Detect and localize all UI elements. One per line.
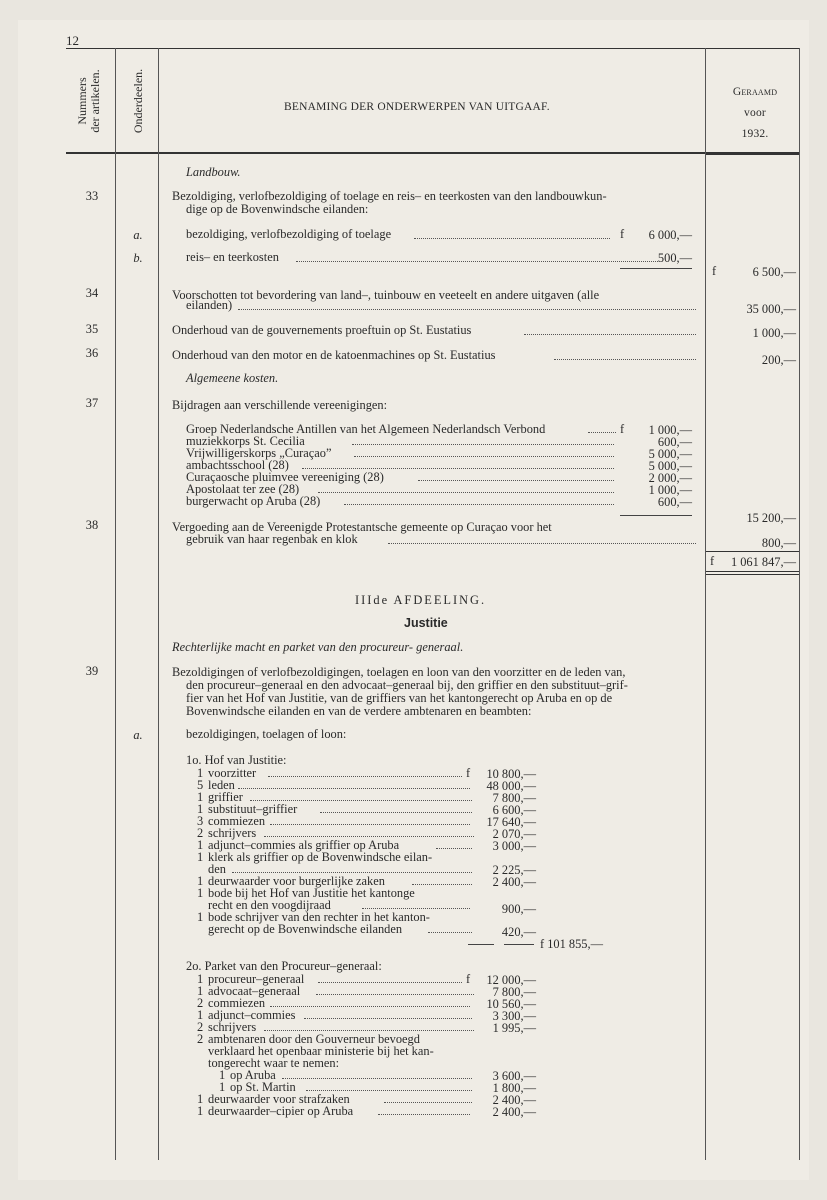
column-divider: [799, 48, 800, 1160]
subtotal-amount: f 101 855,—: [540, 937, 603, 951]
leader-dots: [318, 492, 614, 493]
division-subtitle: Justitie: [404, 616, 448, 630]
leader-dots: [304, 1018, 472, 1019]
count: 3: [197, 814, 204, 828]
leader-dots: [282, 1078, 472, 1079]
currency-f: f: [466, 766, 471, 780]
leader-dots: [270, 824, 470, 825]
total-amount: 1 000,—: [752, 326, 796, 340]
amount: 10 800,—: [486, 767, 536, 781]
article-number: 37: [85, 396, 99, 410]
total-amount: 200,—: [761, 353, 796, 367]
column-divider: [115, 48, 116, 1160]
amount: 2 225,—: [492, 863, 536, 877]
grand-total-double-rule: [706, 571, 799, 572]
position-label: deurwaarder voor burgerlijke zaken: [208, 874, 385, 888]
subsection-heading: 1o. Hof van Justitie:: [186, 753, 287, 767]
item-text: bezoldiging, verlofbezoldiging of toelage: [186, 227, 392, 241]
article-number: 39: [85, 664, 99, 678]
amount: 900,—: [501, 902, 536, 916]
position-label: verklaard het openbaar ministerie bij het kan-: [208, 1044, 434, 1058]
leader-dots: [588, 432, 616, 433]
position-label: ambtenaren door den Gouverneur bevoegd: [208, 1032, 420, 1046]
leader-dots: [428, 932, 472, 933]
grand-total-amount: 1 061 847,—: [730, 555, 796, 569]
leader-dots: [302, 468, 614, 469]
amount: 10 560,—: [486, 997, 536, 1011]
leader-dots: [354, 456, 614, 457]
leader-dots: [250, 800, 472, 801]
article-number: 35: [85, 322, 99, 336]
amount: 1 995,—: [492, 1021, 536, 1035]
amount: 17 640,—: [486, 815, 536, 829]
leader-dots: [378, 1114, 470, 1115]
currency-f: f: [466, 972, 471, 986]
leader-dots: [268, 776, 462, 777]
article-text: Voorschotten tot bevordering van land–, tuinbouw en veeteelt en andere uitgaven (alle: [172, 288, 600, 302]
count: 1: [197, 874, 204, 888]
header-bottom-rule: [66, 152, 800, 154]
leader-dots: [320, 812, 472, 813]
amount: 7 800,—: [492, 985, 536, 999]
amount: 7 800,—: [492, 791, 536, 805]
count: 1: [197, 838, 204, 852]
section-heading: Rechterlijke macht en parket van den procureur- generaal.: [172, 640, 464, 654]
position-label: advocaat–generaal: [208, 984, 301, 998]
total-amount: 6 500,—: [752, 265, 796, 279]
leader-dots: [296, 261, 658, 262]
amount: 2 400,—: [492, 875, 536, 889]
subtotal-rule: [620, 268, 692, 269]
article-number: 36: [85, 346, 99, 360]
item-letter: a.: [133, 228, 143, 242]
position-label: klerk als griffier op de Bovenwindsche eilan-: [208, 850, 433, 864]
grand-total-rule: [706, 551, 799, 552]
count: 1: [197, 972, 204, 986]
amount: 1 800,—: [492, 1081, 536, 1095]
article-number: 33: [85, 189, 99, 203]
amount: 1 000,—: [648, 423, 692, 437]
subtotal-rule: [504, 944, 534, 945]
position-label: procureur–generaal: [208, 972, 305, 986]
count: 2: [197, 996, 204, 1010]
amount: 6 000,—: [648, 228, 692, 242]
amount: 3 600,—: [492, 1069, 536, 1083]
article-text: Bijdragen aan verschillende vereenigingen:: [172, 398, 388, 412]
count: 1: [197, 802, 204, 816]
leader-dots: [270, 1006, 470, 1007]
amount: 3 300,—: [492, 1009, 536, 1023]
amount: 5 000,—: [648, 459, 692, 473]
amount: 600,—: [657, 435, 692, 449]
amount: 2 000,—: [648, 471, 692, 485]
article-text: dige op de Bovenwindsche eilanden:: [186, 202, 369, 216]
position-label: voorzitter: [208, 766, 257, 780]
count: 1: [219, 1080, 226, 1094]
amount: 420,—: [501, 925, 536, 939]
position-label: deurwaarder–cipier op Aruba: [208, 1104, 354, 1118]
position-label: commiezen: [208, 814, 266, 828]
article-text: fier van het Hof van Justitie, van de griffiers van het kantongerecht op Aruba en op de: [186, 691, 613, 705]
section-heading: Landbouw.: [186, 165, 241, 179]
position-label: deurwaarder voor strafzaken: [208, 1092, 350, 1106]
leader-dots: [388, 543, 696, 544]
list-item-label: Vrijwilligerskorps „Curaçao”: [186, 446, 332, 460]
article-text: Vergoeding aan de Vereenigde Protestantsche gemeente op Curaçao voor het: [172, 520, 552, 534]
position-label: substituut–griffier: [208, 802, 298, 816]
leader-dots: [264, 1030, 474, 1031]
count: 1: [197, 766, 204, 780]
total-amount: 35 000,—: [746, 302, 796, 316]
leader-dots: [238, 309, 696, 310]
list-item-label: Groep Nederlandsche Antillen van het Algemeen Nederlandsch Verbond: [186, 422, 546, 436]
leader-dots: [316, 994, 474, 995]
amount: 1 000,—: [648, 483, 692, 497]
position-label: schrijvers: [208, 826, 257, 840]
amount: 2 400,—: [492, 1105, 536, 1119]
amount: 3 000,—: [492, 839, 536, 853]
count: 1: [219, 1068, 226, 1082]
list-item-label: muziekkorps St. Cecilia: [186, 434, 305, 448]
item-text: bezoldigingen, toelagen of loon:: [186, 727, 347, 741]
column-divider: [705, 48, 706, 1160]
list-item-label: ambachtsschool (28): [186, 458, 289, 472]
article-text: Bezoldigingen of verlofbezoldigingen, toelagen en loon van den voorzitter en de leden van,: [172, 665, 626, 679]
leader-dots: [384, 1102, 472, 1103]
count: 1: [197, 1092, 204, 1106]
header-geraamd: Geraamd voor 1932.: [732, 86, 778, 140]
position-label: den: [208, 862, 226, 876]
column-divider: [158, 48, 159, 1160]
subtotal-rule: [468, 944, 494, 945]
leader-dots: [412, 884, 472, 885]
leader-dots: [414, 238, 610, 239]
leader-dots: [524, 334, 696, 335]
position-label: adjunct–commies als griffier op Aruba: [208, 838, 400, 852]
article-text: eilanden): [186, 298, 233, 312]
leader-dots: [436, 848, 472, 849]
leader-dots: [232, 872, 472, 873]
list-item-label: Apostolaat ter zee (28): [186, 482, 300, 496]
position-label: recht en den voogdijraad: [208, 898, 331, 912]
position-label: adjunct–commies: [208, 1008, 296, 1022]
article-text: den procureur–generaal en den advocaat–generaal bij, den griffier en den substituut–grif-: [186, 678, 628, 692]
position-label: op St. Martin: [230, 1080, 296, 1094]
article-text: Bezoldiging, verlofbezoldiging of toelage en reis– en teerkosten van den landbouwkun-: [172, 189, 607, 203]
currency-f: f: [712, 264, 717, 278]
position-label: commiezen: [208, 996, 266, 1010]
amount: 2 070,—: [492, 827, 536, 841]
leader-dots: [362, 908, 470, 909]
amount: 48 000,—: [486, 779, 536, 793]
position-label: bode bij het Hof van Justitie het kantonge: [208, 886, 415, 900]
item-letter: b.: [133, 251, 143, 265]
section-heading: Algemeene kosten.: [186, 371, 279, 385]
amount: 6 600,—: [492, 803, 536, 817]
amount: 600,—: [657, 495, 692, 509]
position-label: griffier: [208, 790, 243, 804]
position-label: leden: [208, 778, 235, 792]
count: 2: [197, 1032, 204, 1046]
top-rule: [66, 48, 800, 49]
total-amount: 800,—: [761, 536, 796, 550]
article-text: Onderhoud van de gouvernements proeftuin op St. Eustatius: [172, 323, 472, 337]
position-label: bode schrijver van den rechter in het kanton-: [208, 910, 430, 924]
leader-dots: [352, 444, 614, 445]
grand-total-double-rule: [706, 574, 799, 575]
count: 2: [197, 826, 204, 840]
article-text: Onderhoud van den motor en de katoenmachines op St. Eustatius: [172, 348, 496, 362]
leader-dots: [418, 480, 614, 481]
article-text: Bovenwindsche eilanden en van de verdere ambtenaren en beambten:: [186, 704, 532, 718]
count: 1: [197, 790, 204, 804]
position-label: tongerecht waar te nemen:: [208, 1056, 340, 1070]
item-text: reis– en teerkosten: [186, 250, 279, 264]
count: 1: [197, 984, 204, 998]
amount: 500,—: [657, 251, 692, 265]
article-number: 38: [85, 518, 99, 532]
total-amount: 15 200,—: [746, 511, 796, 525]
currency-f: f: [620, 422, 625, 436]
page-number: 12: [66, 33, 79, 48]
leader-dots: [238, 788, 470, 789]
currency-f: f: [620, 227, 625, 241]
division-title: IIIde AFDEELING.: [355, 593, 487, 607]
article-text: gebruik van haar regenbak en klok: [186, 532, 358, 546]
article-number: 34: [85, 286, 99, 300]
list-item-label: burgerwacht op Aruba (28): [186, 494, 321, 508]
position-label: op Aruba: [230, 1068, 276, 1082]
count: 1: [197, 850, 204, 864]
count: 1: [197, 1008, 204, 1022]
amount: 2 400,—: [492, 1093, 536, 1107]
subtotal-rule: [620, 515, 692, 516]
count: 5: [197, 778, 204, 792]
header-nummers: Nummers der artikelen.: [75, 69, 102, 133]
leader-dots: [306, 1090, 472, 1091]
count: 2: [197, 1020, 204, 1034]
item-letter: a.: [133, 728, 143, 742]
header-onderdeelen: Onderdeelen.: [131, 68, 145, 134]
currency-f: f: [710, 554, 715, 568]
leader-dots: [318, 982, 462, 983]
total-column-rule: [706, 152, 800, 155]
count: 1: [197, 1104, 204, 1118]
position-label: schrijvers: [208, 1020, 257, 1034]
leader-dots: [264, 836, 474, 837]
amount: 5 000,—: [648, 447, 692, 461]
subsection-heading: 2o. Parket van den Procureur–generaal:: [186, 959, 382, 973]
count: 1: [197, 910, 204, 924]
leader-dots: [344, 504, 614, 505]
amount: 12 000,—: [486, 973, 536, 987]
count: 1: [197, 886, 204, 900]
header-benaming: BENAMING DER ONDERWERPEN VAN UITGAAF.: [284, 101, 550, 113]
leader-dots: [554, 359, 696, 360]
list-item-label: Curaçaosche pluimvee vereeniging (28): [186, 470, 384, 484]
position-label: gerecht op de Bovenwindsche eilanden: [208, 922, 403, 936]
